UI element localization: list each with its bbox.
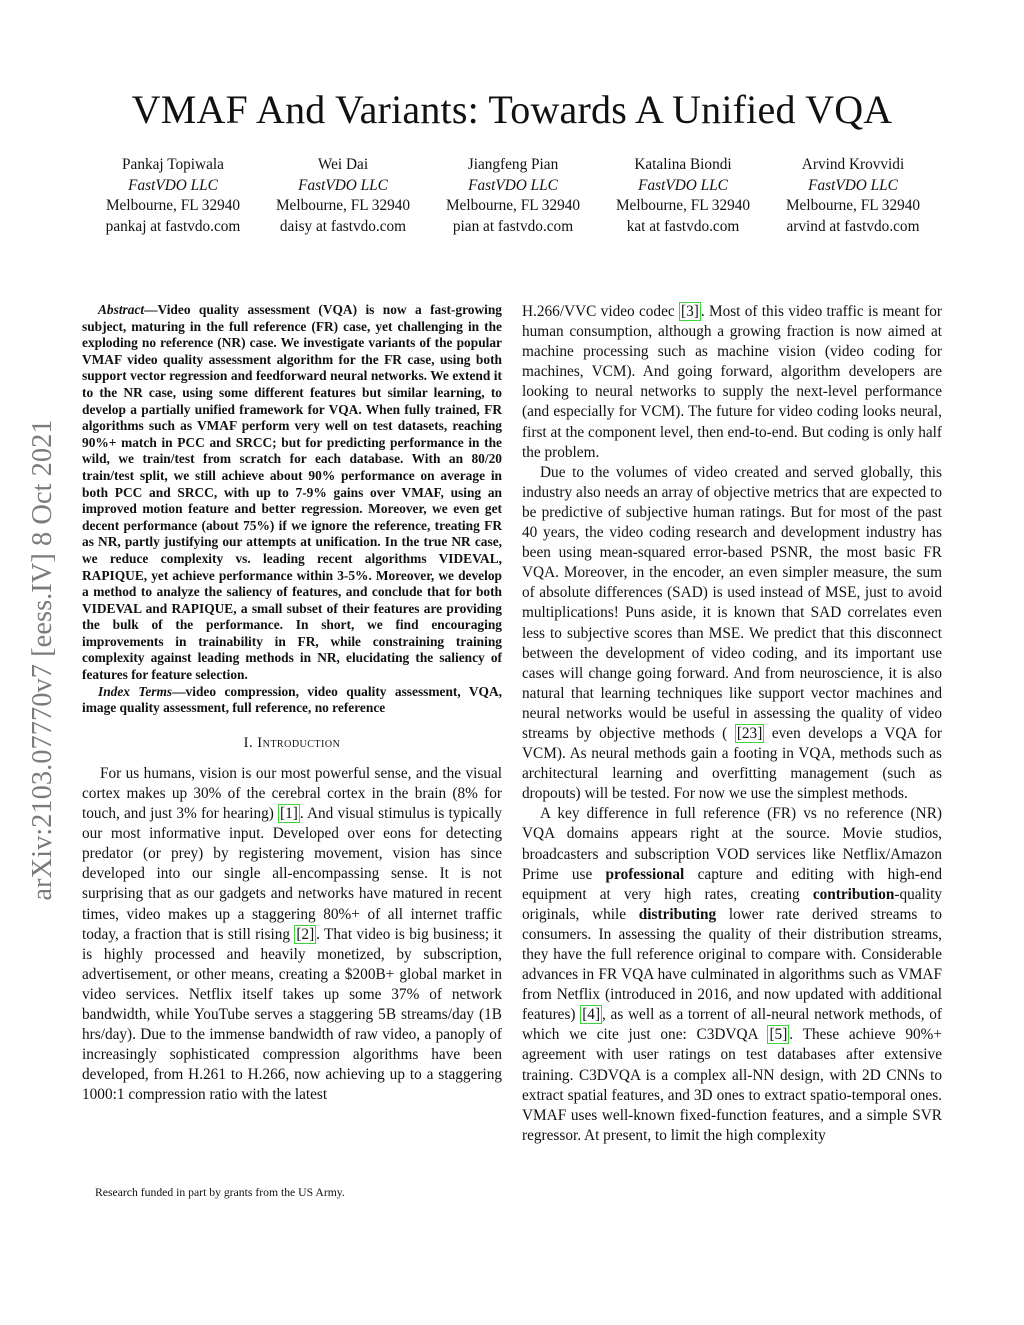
text-run: . These achieve 90%+ agreement with user ratings on test databases after extensive training. C3DVQA is a complex all-NN design, with 2D CNNs to extract spatial features, and 3D ones to extract spatio-temporal ones. VMAF uses well-known fixed-function features, and a simple SVR regressor. At present, to limit the high complexity: [522, 1026, 942, 1144]
author-name: Katalina Biondi: [634, 156, 732, 173]
text-run: . And visual stimulus is typically our most informative input. Developed over eons for detecting predator (or prey) by registering movement, vision has since developed into our single all-encompassing sense. It is not surprising that as our gadgets and networks have matured in recent times, video makes up a staggering 80%+ of all internet traffic today, a fraction that is still rising: [82, 805, 502, 943]
text-run: H.266/VVC video codec: [522, 303, 679, 320]
bold-term: professional: [605, 865, 685, 883]
author-location: Melbourne, FL 32940: [275, 197, 411, 214]
author-location: Melbourne, FL 32940: [105, 197, 241, 214]
text-run: Due to the volumes of video created and served globally, this industry also needs an array of objective metrics that are expected to be predictive of subjective human ratings. But for most of the past 40 years, the video coding research and development industry has been using mean-squared error-based PSNR, the most basic FR VQA. Moreover, in the encoder, an even simpler measure, the sum of absolute differences (SAD) is used instead of MSE, just to avoid multiplications! Puns aside, it is known that SAD correlates even less to subjective scores than MSE. We predict that this disconnect between the development of video coding, and its important use cases will change going forward. And from neuroscience, it is also natural that learning techniques like support vector machines and neural networks would be useful in assessing the quality of video streams by objective methods (: [522, 463, 942, 742]
text-run: , as well as a torrent of all-neural network methods, of which we cite just one: C3DVQA: [522, 1006, 943, 1044]
author-email: pankaj at fastvdo.com: [105, 217, 241, 235]
paper-title: VMAF And Variants: Towards A Unified VQA: [131, 87, 893, 132]
author-block: [88, 155, 258, 237]
author-location: Melbourne, FL 32940: [615, 197, 751, 214]
author-email: kat at fastvdo.com: [626, 217, 740, 235]
author-affiliation: FastVDO LLC: [128, 176, 218, 194]
index-terms-label: Index Terms: [98, 683, 173, 699]
author-list: [88, 155, 938, 237]
text-run: even develops a VQA for VCM). As neural methods gain a footing in VQA, methods such as architectural learning and overfitting management (such as dropouts) will be tested. For now we use the simplest methods.: [522, 724, 942, 803]
citation-link[interactable]: [3]: [680, 303, 699, 320]
body-paragraph: [522, 463, 942, 805]
right-column: [522, 302, 942, 1146]
author-affiliation: FastVDO LLC: [468, 176, 558, 194]
author-name: Arvind Krovvidi: [801, 156, 905, 173]
author-email: pian at fastvdo.com: [452, 217, 574, 235]
text-run: A key difference in full reference (FR) vs no reference (NR) VQA domains appears right at the source. Movie studios, broadcasters and subscription VOD services like Netflix/Amazon Prime use: [522, 805, 942, 883]
abstract: [82, 302, 502, 684]
author-email: arvind at fastvdo.com: [786, 217, 920, 235]
arxiv-stamp: [22, 360, 64, 960]
author-location: Melbourne, FL 32940: [445, 197, 581, 214]
body-paragraph: [522, 302, 942, 463]
text-run: . That video is big business; it is highly processed and heavily monetized, by subscription, advertisement, or other means, creating a $200B+ global market in video services. Netflix itself takes up some 37% of network bandwidth, while YouTube serves a staggering 5B streams/day (1B hrs/day). Due to the immense bandwidth of raw video, a panoply of increasingly sophisticated compression algorithms have been developed, from H.261 to H.266, now achieving up to a staggering 1000:1 compression ratio with the latest: [82, 925, 502, 1104]
author-affiliation: FastVDO LLC: [298, 176, 388, 194]
author-block: [258, 155, 428, 237]
author-block: [598, 155, 768, 237]
section-title: Introduction: [257, 734, 341, 751]
citation-link[interactable]: [2]: [296, 925, 315, 943]
abstract-text: —Video quality assessment (VQA) is now a fast-growing subject, maturing in the full reference (FR) case, yet challenging in the exploding no reference (NR) case. We investigate variants of the popular VMAF video quality assessment algorithm for the FR case, using both support vector regression and feedforward neural networks. We extend it to the NR case, using some different features but similar learning, to develop a partially unified framework for VQA. When fully trained, FR algorithms such as VMAF perform very well on test datasets, reaching 90%+ match in PCC and SRCC; but for predicting performance in the wild, we train/test from scratch for each database. With an 80/20 train/test split, we still achieve about 90% performance on average in both PCC and SRCC, with up to 7-9% gains over VMAF, using an improved motion feature and better regression. Moreover, we even get decent performance (about 75%) if we ignore the reference, treating FR as NR, partly justifying our attempts at unification. In the true NR case, we reduce complexity vs. leading recent algorithms VIDEVAL, RAPIQUE, yet achieve performance within 3-5%. Moreover, we develop a method to analyze the saliency of features, and conclude that for both VIDEVAL and RAPIQUE, a small subset of their features are providing the bulk of the performance. In short, we find encouraging improvements in trainability in FR, while constraining training complexity against leading methods in NR, elucidating the saliency of features for feature selection.: [82, 302, 502, 683]
left-column: [82, 302, 502, 1105]
index-terms: [82, 684, 502, 717]
footnote: Research funded in part by grants from the US Army.: [95, 1186, 345, 1199]
citation-link[interactable]: [5]: [769, 1026, 788, 1044]
citation-link[interactable]: [23]: [736, 724, 763, 742]
citation-link[interactable]: [1]: [280, 805, 298, 823]
author-location: Melbourne, FL 32940: [785, 197, 921, 214]
bold-term: distributing: [638, 905, 717, 923]
author-email: daisy at fastvdo.com: [279, 217, 407, 235]
bold-term: contribution: [812, 885, 895, 903]
intro-paragraph: [82, 764, 502, 1106]
author-block: [428, 155, 598, 237]
author-name: Pankaj Topiwala: [122, 156, 224, 173]
author-block: [768, 155, 938, 237]
index-terms-text: —video compression, video quality assessment, VQA, image quality assessment, full reference, no reference: [82, 683, 502, 716]
text-run: For us humans, vision is our most powerful sense, and the visual cortex makes up 30% of the cerebral cortex in the brain (8% for touch, and just 3% for hearing): [82, 764, 502, 823]
author-name: Wei Dai: [317, 156, 369, 173]
text-run: -quality originals, while: [522, 885, 942, 923]
abstract-label: Abstract: [98, 302, 145, 317]
text-run: capture and editing with high-end equipment at very high rates, creating: [522, 865, 942, 903]
author-affiliation: FastVDO LLC: [638, 176, 728, 194]
author-affiliation: FastVDO LLC: [808, 176, 898, 194]
text-run: . Most of this video traffic is meant for human consumption, although a growing fraction is now aimed at machine processing such as machine vision (video coding for machines, VCM). And going forward, algorithm developers are looking to neural networks to supply the next-level performance (and especially for VCM). The future for video coding looks neural, first at the component level, then end-to-end. But coding is only half the problem.: [522, 303, 942, 461]
author-name: Jiangfeng Pian: [467, 156, 559, 173]
text-run: lower rate derived streams to consumers. In assessing the quality of their distribution streams, they have the full reference original to compare with. Considerable advances in FR VQA have culminated in algorithms such as VMAF from Netflix (introduced in 2016, and now updated with additional features): [522, 905, 942, 1024]
section-number: I.: [243, 734, 254, 751]
citation-link[interactable]: [4]: [582, 1006, 601, 1024]
body-paragraph: [522, 804, 942, 1146]
arxiv-stamp-text: arXiv:2103.07770v7 [eess.IV] 8 Oct 2021: [27, 419, 58, 901]
section-heading: [82, 735, 502, 752]
